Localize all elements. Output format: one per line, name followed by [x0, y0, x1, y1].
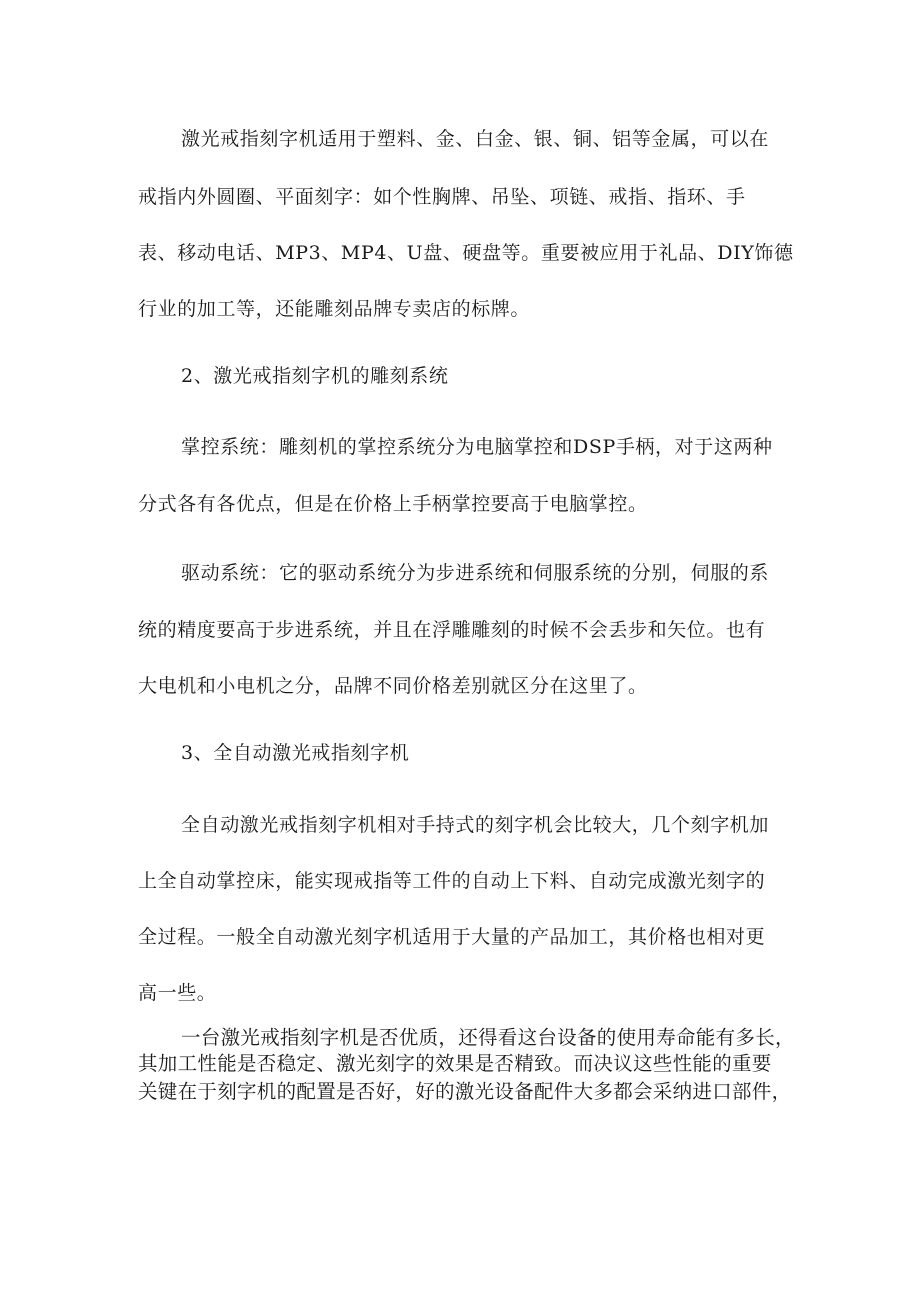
section-heading-3: 3、全自动激光戒指刻字机 — [181, 742, 410, 764]
paragraph-auto-line-3: 全过程。一般全自动激光刻字机适用于大量的产品加工，其价格也相对更 — [138, 926, 766, 948]
paragraph-auto-line-4: 高一些。 — [138, 982, 217, 1004]
paragraph-1-line-1: 激光戒指刻字机适用于塑料、金、白金、银、铜、铝等金属，可以在 — [181, 128, 770, 150]
paragraph-1-line-2: 戒指内外圆圈、平面刻字：如个性胸牌、吊坠、项链、戒指、指环、手 — [138, 186, 746, 208]
paragraph-auto-line-1: 全自动激光戒指刻字机相对手持式的刻字机会比较大，几个刻字机加 — [181, 814, 770, 836]
paragraph-auto-line-2: 上全自动掌控床，能实现戒指等工件的自动上下料、自动完成激光刻字的 — [138, 870, 766, 892]
paragraph-drive-line-1: 驱动系统：它的驱动系统分为步进系统和伺服系统的分别，伺服的系 — [181, 562, 770, 584]
paragraph-drive-line-3: 大电机和小电机之分，品牌不同价格差别就区分在这里了。 — [138, 675, 648, 697]
paragraph-1-line-4: 行业的加工等，还能雕刻品牌专卖店的标牌。 — [138, 298, 531, 320]
paragraph-drive-line-2: 统的精度要高于步进系统，并且在浮雕雕刻的时候不会丢步和矢位。也有 — [138, 619, 766, 641]
paragraph-control-line-1: 掌控系统：雕刻机的掌控系统分为电脑掌控和DSP手柄，对于这两种 — [181, 436, 773, 458]
paragraph-control-line-2: 分式各有各优点，但是在价格上手柄掌控要高于电脑掌控。 — [138, 493, 648, 515]
paragraph-quality-line-2: 其加工性能是否稳定、激光刻字的效果是否精致。而决议这些性能的重要 — [138, 1052, 772, 1075]
paragraph-1-line-3: 表、移动电话、MP3、MP4、U盘、硬盘等。重要被应用于礼品、DIY饰德 — [138, 242, 794, 264]
paragraph-quality-line-1: 一台激光戒指刻字机是否优质，还得看这台设备的使用寿命能有多长， — [181, 1026, 795, 1049]
paragraph-quality-line-3: 关键在于刻字机的配置是否好，好的激光设备配件大多都会采纳进口部件， — [138, 1080, 792, 1103]
section-heading-2: 2、激光戒指刻字机的雕刻系统 — [181, 365, 449, 387]
